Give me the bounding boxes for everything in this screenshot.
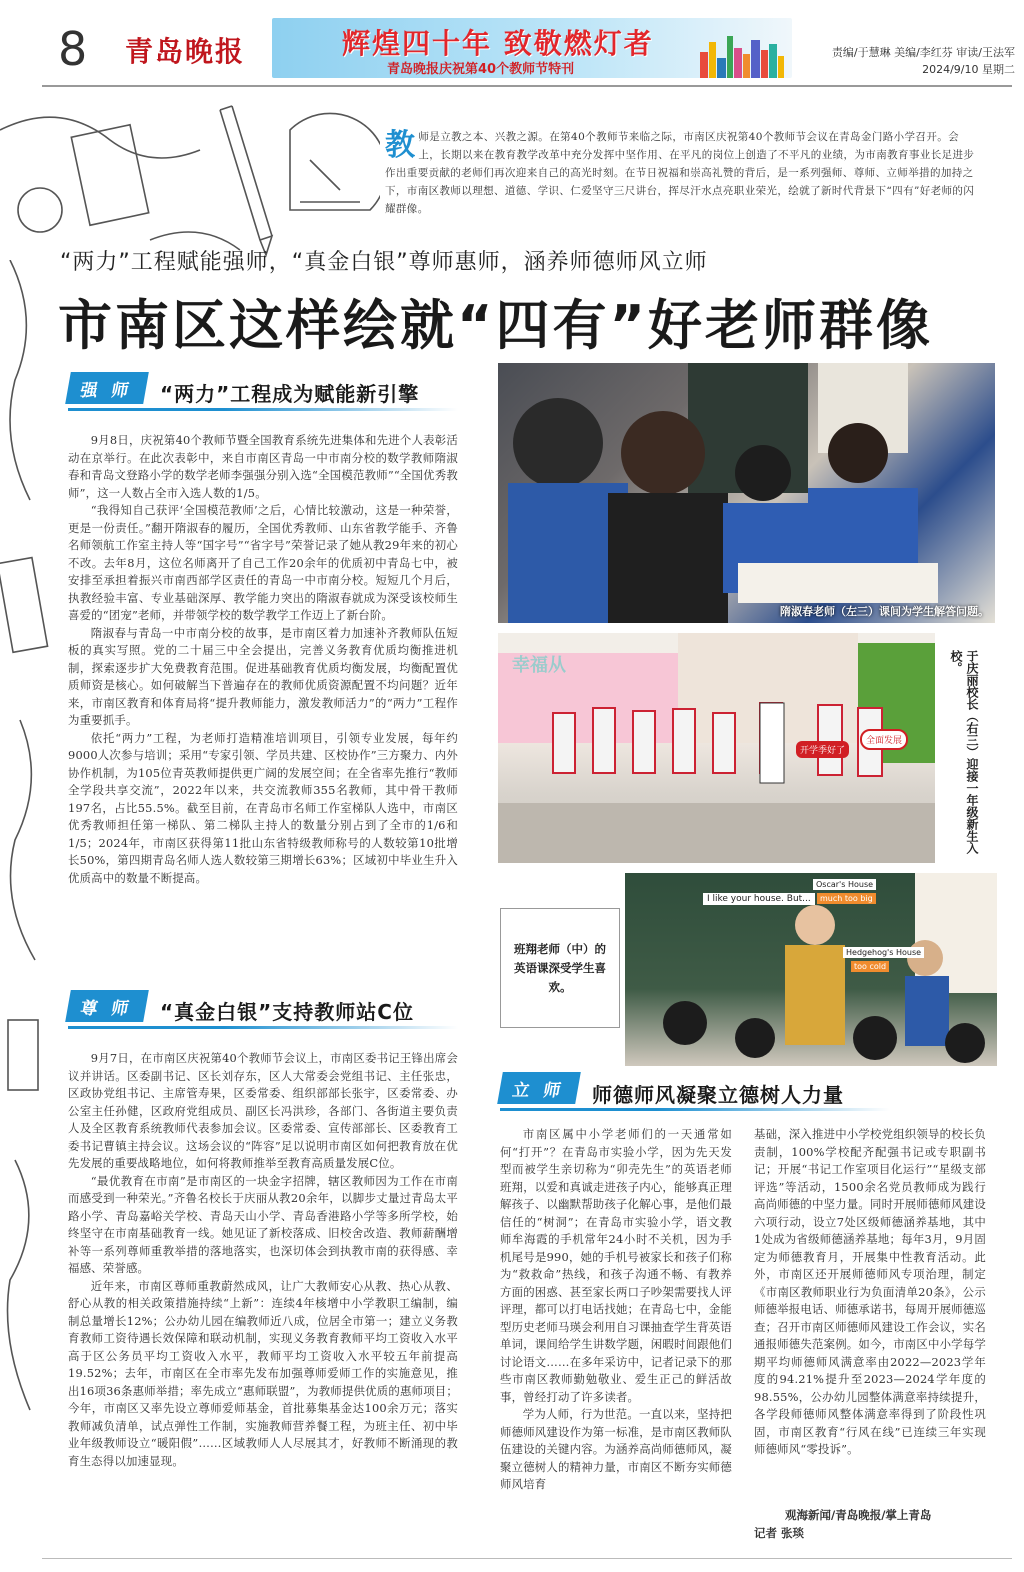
photo1-caption: 隋淑春老师（左三）课间为学生解答问题。 xyxy=(780,605,989,618)
section3-paragraph: 基础，深入推进中小学校党组织领导的校长负责制，100%学校配齐配强书记或专职副书记；开展“书记工作室项目化运行”“星级支部评选”等活动，1500余名党员教师成为践行高尚师德的中坚力量。同时开展师德师风建设六项行动，设立7处区级师德涵养基地，其中1处成为省级师德涵养基地；每年3月，9月固定为师德教育月，开展集中性教育活动。此外，市南区还开展师德师风专项治理，制定《市南区教师职业行为负面清单20条》，公示师德举报电话、师德承诺书，每周开展师德巡查；召开市南区师德师风建设工作会议，实名通报师德失范案例。如今，市南区中小学每学期平均师德师风满意率由2022—2023学年度的94.21%提升至2023—2024学年度的98.55%，公办幼儿园整体满意率持续提升，各学段师德师风整体满意率得到了阶段性巩固，市南区教育“行风在线”已连续三年实现师德师风“零投诉”。 xyxy=(754,1127,986,1456)
masthead-rule xyxy=(42,85,1012,87)
section2-title: “真金白银”支持教师站C位 xyxy=(160,1000,414,1024)
section1-underline xyxy=(68,408,458,411)
photo3-board-text-1: I like your house. But... xyxy=(703,893,815,905)
intro-dropcap: 教 xyxy=(385,128,416,163)
section2-underline xyxy=(68,1026,458,1029)
section2-paragraph: “最优教育在市南”是市南区的一块金字招牌，辖区教师因为工作在市南而感受到一种荣光。”齐鲁名校长于庆丽从教20余年，以脚步丈量过青岛太平路小学、青岛嘉峪关学校、青岛天山小学、青岛香港路小学等多所学校，始终坚守在市南基础教育一线。她见证了新校落成、旧校舍改造、教师薪酬增补等一系列尊师重教举措的落地落实，也深切体会到执教市南的获得感、幸福感、荣誉感。 xyxy=(68,1173,458,1275)
photo3-board-text-2: Oscar's House xyxy=(813,879,876,890)
banner-title: 辉煌四十年 致敬燃灯者 xyxy=(342,27,654,60)
section2-paragraph: 近年来，市南区尊师重教蔚然成风，让广大教师安心从教、热心从教、舒心从教的相关政策措施持续“上新”：连续4年核增中小学教职工编制，编制总量增长12%；公办幼儿园在编教师近八成，位居全市第一；建立义务教育教师工资待遇长效保障和联动机制，实现义务教育教师平均工资收入水平高于区公务员平均工资收入水平，教师平均工资收入水平较五年前提高19.52%；去年，市南区在全市率先发布加强尊师爱师工作的实施意见，推出16项36条惠师举措；率先成立“惠师联盟”，为教师提供优质的惠师项目；今年，市南区又率先设立尊师爱师基金，首批募集基金达100余万元；落实教师减负清单，试点弹性工作制，实施教师营养餐工程，为班主任、初中毕业年级教师设立“暖阳假”……区域教师人人尽展其才，好教师不断涌现的教育生态得以加速显现。 xyxy=(68,1278,458,1468)
intro-paragraph xyxy=(385,128,975,218)
section3-title: 师德师风凝聚立德树人力量 xyxy=(592,1083,844,1107)
page-bottom-rule xyxy=(42,1558,1012,1559)
photo3-caption: 班翔老师（中）的英语课深受学生喜欢。 xyxy=(514,941,606,994)
photo3-board-text-3: much too big xyxy=(817,893,876,904)
special-edition-banner xyxy=(272,18,792,78)
section-tag-establish-teacher: 立 师 xyxy=(500,1072,578,1104)
photo2-sign-3: 全面发展 xyxy=(860,729,908,750)
intro-text: 师是立教之本、兴教之源。在第40个教师节来临之际，市南区庆祝第40个教师节会议在青岛金门路小学召开。会上，长期以来在教育教学改革中充分发挥中坚作用、在平凡的岗位上创造了不平凡的业绩，为市南教育事业长足进步作出重要贡献的老师们再次迎来自己的高光时刻。在节日祝福和崇高礼赞的背后，是一系列强师、尊师、立师举措的加持之下，市南区教师以理想、道德、学识、仁爱坚守三尺讲台，挥尽汗水点亮职业荣光，绘就了新时代背景下“四有”好老师的闪耀群像。 xyxy=(385,131,975,215)
editor-credits xyxy=(800,44,1015,78)
photo3-caption-box xyxy=(500,908,620,1028)
article-headline: 市南区这样绘就“四有”好老师群像 xyxy=(58,294,933,357)
section1-title: “两力”工程成为赋能新引擎 xyxy=(160,382,420,406)
photo3-board-text-5: too cold xyxy=(851,961,889,972)
issue-date: 2024/9/10 星期二 xyxy=(922,63,1015,76)
section1-paragraph: 依托“两力”工程，为老师打造精准培训项目，引领专业发展，每年约9000人次参与培训；采用“专家引领、学员共建、区校协作”三方聚力、内外协作机制，为105位青英教师提供更广阔的发展空间；在全省率先推行“教师全学段共享交流”，2022年以来，共交流教师355名教师，其中骨干教师197名，占比55.5%。截至目前，在青岛市名师工作室梯队人选中，市南区优秀教师担任第一梯队、第二梯队主持人的数量分别占到了全市的1/6和1/5；2024年，市南区获得第11批山东省特级教师称号的人数较第10批增长50%，第四期青岛名师人选人数较第三期增长63%；区域初中毕业生升入优质高中的数量不断提高。 xyxy=(68,730,458,885)
article-subtitle: “两力”工程赋能强师，“真金白银”尊师惠师，涵养师德师风立师 xyxy=(60,250,708,275)
photo-classroom-math-teacher xyxy=(498,363,995,623)
section2-body xyxy=(68,1050,458,1540)
section1-body xyxy=(68,432,458,952)
photo1-scene-icon xyxy=(498,363,995,623)
stationery-sketch-icon xyxy=(0,90,380,260)
section1-paragraph: 隋淑春与青岛一中市南分校的故事，是市南区着力加速补齐教师队伍短板的真实写照。党的二十届三中全会提出，完善义务教育优质均衡推进机制，探索逐步扩大免费教育范围。促进基础教育优质均衡发展，均衡配置优质师资是核心。如何破解当下普遍存在的教师优质资源配置不均问题？近年来，市南区教育和体育局将“提升教师能力，激发教师活力”的“两力”工程作为重要抓手。 xyxy=(68,625,458,727)
banner-subtitle: 青岛晚报庆祝第40个教师节特刊 xyxy=(387,62,575,77)
photo3-board-text-4: Hedgehog's House xyxy=(843,947,924,958)
section3-paragraph: 学为人师，行为世范。一直以来，坚持把师德师风建设作为第一标准，是市南区教师队伍建设的关键内容。为涵养高尚师德师风，凝聚立德树人的精神力量，市南区不断夯实师德师风培育 xyxy=(500,1407,732,1491)
section3-underline xyxy=(500,1108,890,1111)
section3-paragraph: 市南区属中小学老师们的一天通常如何“打开”？在青岛市实验小学，因为先天发型而被学生亲切称为“卯壳先生”的英语老师班翔，以爱和真诚走进孩子内心，能够真正理解孩子、以幽默帮助孩子化解心事，是他们最信任的“树洞”；在青岛市实验小学，语文教师牟海霞的手机常年24小时不关机，因为手机尾号是990，她的手机号被家长和孩子们称为“救救命”热线，和孩子沟通不畅、有教养方面的困惑、甚至家长两口子吵架需要找人评评理，都可以打电话找她；在青岛七中，金能型历史老师马瑛会利用自习课抽查学生背英语单词，课间给学生讲数学题，闲暇时间跟他们讨论语文……在多年采访中，记者记录下的那些市南区教师勤勉敬业、爱生正己的鲜活故事，曾经打动了许多读者。 xyxy=(500,1127,732,1404)
byline-source: 观海新闻/青岛晚报/掌上青岛 xyxy=(785,1508,932,1522)
photo2-sign-2: 开学季好了 xyxy=(796,741,849,758)
section-tag-strong-teacher: 强 师 xyxy=(68,372,146,404)
section1-paragraph: “我得知自己获评‘全国模范教师’之后，心情比较激动，这是一种荣誉，更是一份责任。”翻开隋淑春的履历，全国优秀教师、山东省教学能手、齐鲁名师领航工作室主持人等“国字号”“省字号”荣誉记录了她从教29年来的初心不改。去年8月，这位名师离开了自己工作20余年的优质初中青岛七中，被安排至承担着振兴市南西部学区责任的青岛一中市南分校。短短几个月后，执教经验丰富、专业基础深厚、教学能力突出的隋淑春就成为深受该校师生喜爱的“团宠”老师，并带领学校的数学教学工作迈上了新台阶。 xyxy=(68,503,458,622)
section1-paragraph: 9月8日，庆祝第40个教师节暨全国教育系统先进集体和先进个人表彰活动在京举行。在此次表彰中，来自市南区青岛一中市南分校的数学教师隋淑春和青岛文登路小学的数学老师李强强分别入选“全国模范教师”“全国优秀教师”，这一人数占全市入选人数的1/5。 xyxy=(68,433,458,500)
photo-principal-welcome xyxy=(498,633,935,863)
books-illustration-icon xyxy=(698,32,786,78)
left-border-sketch-icon xyxy=(0,260,55,1460)
section-tag-respect-teacher: 尊 师 xyxy=(68,990,146,1022)
photo2-caption: 于庆丽校长（右三）迎接一年级新生入校。 xyxy=(949,650,979,854)
photo2-sign-1: 幸福从 xyxy=(512,655,566,676)
newspaper-logo: 青岛晚报 xyxy=(125,35,246,68)
page-number: 8 xyxy=(58,22,88,76)
byline-reporter: 记者 张琰 xyxy=(754,1526,805,1540)
editors-line: 责编/于慧琳 美编/李红芬 审读/王法军 xyxy=(831,46,1015,59)
photo-english-class xyxy=(625,873,997,1066)
section3-body-col-b xyxy=(754,1126,986,1501)
section3-body-col-a xyxy=(500,1126,732,1541)
section2-paragraph: 9月7日，在市南区庆祝第40个教师节会议上，市南区委书记王锋出席会议并讲话。区委副书记、区长刘存东，区人大常委会党组书记、主任张忠，区政协党组书记、主席管寿果，区委常委、组织部部长张宇，区委常委、办公室主任孙健，区政府党组成员、副区长冯洪珍，各部门、各街道主要负责人及全区教育系统教师代表参加会议。区委常委、宣传部部长、区委教育工委书记曹镇主持会议。这场会议的“阵容”足以说明市南区如何把教育放在优先发展的重要战略地位，如何将教师推举至教育高质量发展C位。 xyxy=(68,1051,458,1170)
